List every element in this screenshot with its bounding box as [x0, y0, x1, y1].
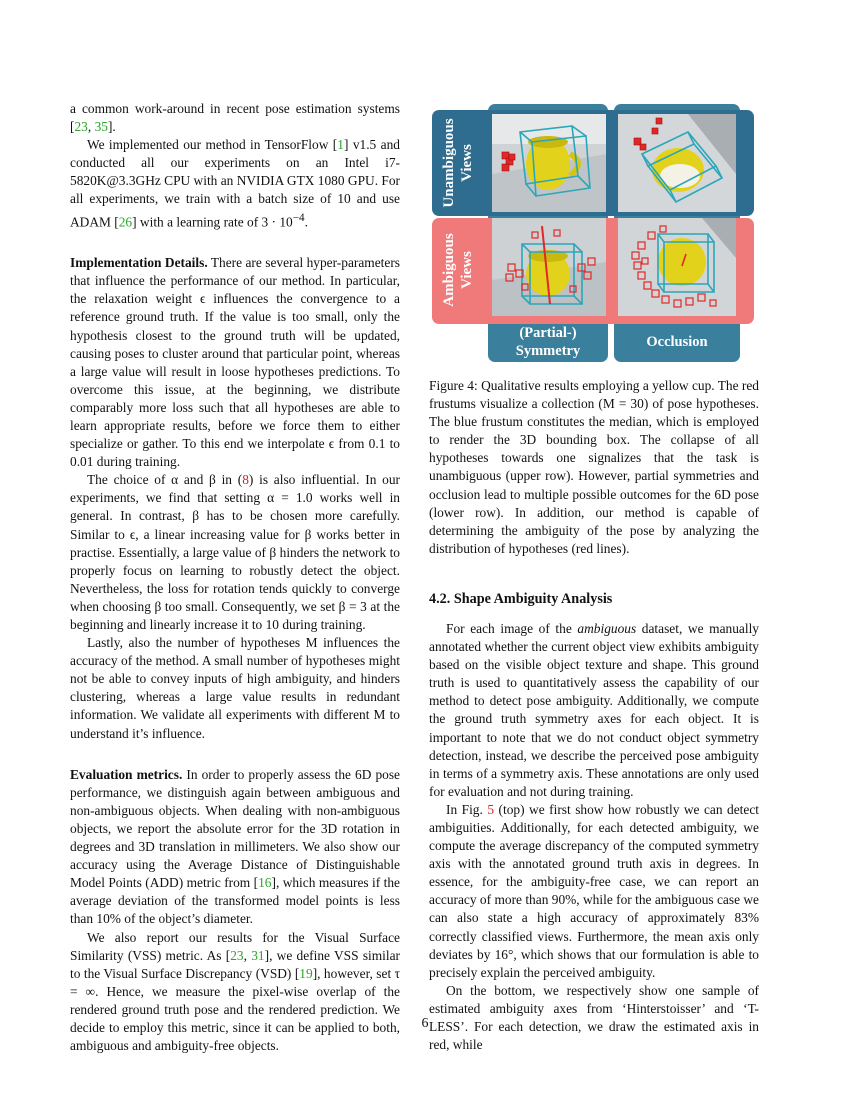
paragraph-hypotheses: Lastly, also the number of hypotheses M influences the accuracy of the method. A small number of hypotheses might not be able to convey inputs of high ambiguity, and hinders clustering, whereas a large value results in redundant information. We validate all experiments with different M to understand it’s influence.: [70, 635, 400, 741]
result-image-unambiguous-symmetry: [492, 114, 606, 212]
figure-caption: Figure 4: Qualitative results employing a yellow cup. The red frustums visualize a collection (M = 30) of pose hypotheses. The blue frustum constitutes the median, which is employed to render the 3D bounding box. The collapse of all hypotheses towards one signalizes that the task is unambiguous (upper row). However, partial symmetries and occlusion lead to multiple possible outcomes for the 6D pose (lower row). In addition, our method is capable of determining the ambiguity of the pose by analyzing the distribution of hypotheses (red lines).: [429, 378, 759, 556]
paragraph-bottom-samples: On the bottom, we respectively show one sample of estimated ambiguity axes from ‘Hinterstoisser’ and ‘T-LESS’. For each detection, we draw the estimated axis in red, while: [429, 982, 759, 1053]
citation-link[interactable]: 35: [94, 119, 108, 135]
run-in-heading: Implementation Details.: [70, 255, 208, 271]
paragraph-intro: a common work-around in recent pose estimation systems [23, 35].: [70, 101, 400, 135]
column-label-occlusion: Occlusion: [646, 334, 708, 350]
citation-link[interactable]: 31: [251, 947, 265, 963]
citation-link[interactable]: 23: [230, 947, 244, 963]
citation-link[interactable]: 26: [118, 214, 133, 230]
run-in-heading: Evaluation metrics.: [70, 766, 183, 782]
section-heading: 4.2. Shape Ambiguity Analysis: [429, 590, 613, 607]
paragraph-implementation-details: Implementation Details. There are several hyper-parameters that influence the performance of our method. In particular, the relaxation weight ϵ influences the convergence to a reference ground truth. If the value is too small, only the hypothesis closest to the ground truth will be updated, causing poses to cluster around that particular point, whereas a large value will result in loose hypotheses predictions. To overcome this issue, at the beginning, we distribute comparably more loss such that all hypotheses are able to learn appropriate results, before we force them to either specialize or gather. To this end we interpolate ϵ from 0.1 to 0.01 during training.: [70, 255, 400, 470]
paragraph-vss: We also report our results for the Visual Surface Similarity (VSS) metric. As [23, 31], we define VSS similar to the Visual Surface Discrepancy (VSD) [19], however, set τ = ∞. Hence, we measure the pixel-wise overlap of the rendered ground truth pose and the rendered prediction. We decide to employ this metric, since it can be applied to both, ambiguous and ambiguity-free objects.: [70, 929, 401, 1054]
row-label-unambiguous: Unambiguous Views: [441, 118, 475, 208]
citation-link[interactable]: 23: [74, 119, 88, 135]
result-image-ambiguous-occlusion: [618, 218, 736, 316]
paragraph-alpha-beta: The choice of α and β in (8) is also influential. In our experiments, we find that setting α = 1.0 works well in general. In contrast, β has to be chosen more carefully. Similar to ϵ, a linear increasing value for β works better in practise. Essentially, a large value of β hinders the network to properly focus on learning to robustly detect the object. Nevertheless, the loss for rotation tends quickly to converge when choosing β too small. Consequently, we set β = 3 at the beginning and linearly increase it to 10 during training.: [70, 472, 400, 632]
citation-link[interactable]: 16: [258, 875, 272, 891]
right-column: [429, 377, 759, 1054]
citation-link[interactable]: 19: [299, 965, 313, 981]
paragraph-implementation: We implemented our method in TensorFlow [1] v1.5 and conducted all our experiments on an Intel i7-5820K@3.3GHz CPU with an NVIDIA GTX 1080 GPU. For all experiments, we train with a batch size of 10 and use ADAM [26] with a learning rate of $3 \cdot 10^{-4}$.: [70, 137, 400, 230]
figure-ref-link[interactable]: 5: [487, 801, 495, 817]
page-number: 6: [421, 1016, 429, 1031]
row-label-ambiguous: Ambiguous Views: [441, 233, 475, 307]
figure-4: [428, 100, 758, 368]
citation-link[interactable]: 1: [337, 137, 344, 153]
paragraph-evaluation: Evaluation metrics. In order to properly assess the 6D pose performance, we distinguish again between ambiguous and non-ambiguous objects. When dealing with non-ambiguous objects, we report the absolute error for the 3D rotation in degrees and 3D translation in millimeters. We also show our accuracy using the Average Distance of Distinguishable Model Points (ADD) metric from [16], which measures if the average deviation of the transformed model points is less than 10% of the object’s diameter.: [70, 766, 401, 927]
result-image-unambiguous-occlusion: [618, 114, 736, 212]
result-image-ambiguous-symmetry: [492, 218, 606, 316]
paragraph-fig5: In Fig. 5 (top) we first show how robustly we can detect ambiguities. Additionally, for each detected ambiguity, we compute the average discrepancy of the computed symmetry axis with the annotated ground truth axis in degrees. In essence, for the ambiguity-free case, we can report an accuracy of more than 90%, while for the ambiguous case we can also state a high accuracy of approximately 83% correctly classified views. Furthermore, the mean axis only deviates by 16°, which shows that our formulation is able to precisely explain the perceived ambiguity.: [429, 801, 760, 980]
equation-ref-link[interactable]: 8: [242, 472, 249, 488]
paragraph-ambiguous-dataset: For each image of the ambiguous dataset, we manually annotated whether the current object view exhibits ambiguity based on the visible object texture and shape. This ground truth is used to quantitatively assess the capability of our method to detect pose ambiguity. Additionally, we compute the ground truth symmetry axes for each object. It is important to note that we do not conduct object symmetry detection, instead, we describe the perceived pose ambiguity in terms of a symmetry axis. These annotations are only used for evaluation and not during training.: [429, 620, 759, 799]
left-column: [70, 100, 400, 1055]
column-label-symmetry: (Partial-) Symmetry: [515, 325, 581, 359]
